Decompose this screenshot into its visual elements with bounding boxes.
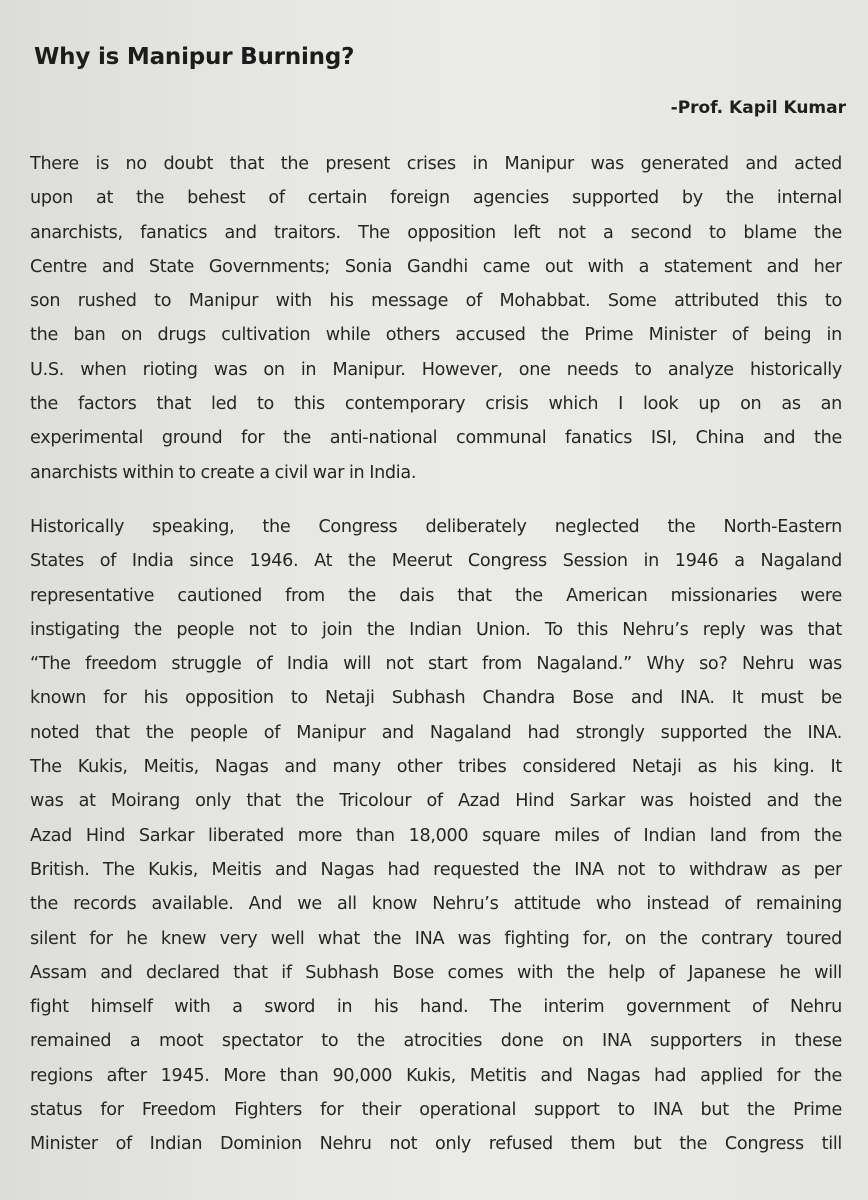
text-line: the factors that led to this contemporary crisis which I look up on as an [30, 394, 842, 415]
author-byline: -Prof. Kapil Kumar [670, 98, 846, 118]
text-line: Azad Hind Sarkar liberated more than 18,000 square miles of Indian land from the [30, 825, 842, 846]
text-line: silent for he knew very well what the INA was fighting for, on the contrary toured [30, 928, 842, 949]
paragraph-1 [30, 147, 842, 490]
text-line: British. The Kukis, Meitis and Nagas had requested the INA not to withdraw as per [30, 859, 842, 880]
text-line: Assam and declared that if Subhash Bose comes with the help of Japanese he will [30, 962, 842, 983]
text-line: Centre and State Governments; Sonia Gandhi came out with a statement and her [30, 256, 842, 277]
text-line: anarchists, fanatics and traitors. The opposition left not a second to blame the [30, 222, 842, 243]
text-line: “The freedom struggle of India will not start from Nagaland.” Why so? Nehru was [30, 654, 842, 675]
text-line: instigating the people not to join the Indian Union. To this Nehru’s reply was that [30, 619, 842, 640]
text-line: son rushed to Manipur with his message of Mohabbat. Some attributed this to [30, 291, 842, 312]
paragraph-2 [30, 510, 842, 1162]
text-line: States of India since 1946. At the Meerut Congress Session in 1946 a Nagaland [30, 551, 842, 572]
text-line: Minister of Indian Dominion Nehru not only refused them but the Congress till [30, 1134, 842, 1155]
text-line: the ban on drugs cultivation while others accused the Prime Minister of being in [30, 325, 842, 346]
text-line: status for Freedom Fighters for their operational support to INA but the Prime [30, 1100, 842, 1121]
text-line: regions after 1945. More than 90,000 Kukis, Metitis and Nagas had applied for the [30, 1065, 842, 1086]
text-line: Historically speaking, the Congress deliberately neglected the North-Eastern [30, 517, 842, 537]
text-line: experimental ground for the anti-national communal fanatics ISI, China and the [30, 428, 842, 449]
text-line: the records available. And we all know Nehru’s attitude who instead of remaining [30, 894, 842, 915]
text-line: U.S. when rioting was on in Manipur. However, one needs to analyze historically [30, 359, 842, 380]
text-line: noted that the people of Manipur and Nagaland had strongly supported the INA. [30, 722, 842, 743]
text-line: representative cautioned from the dais that the American missionaries were [30, 585, 842, 606]
text-line: known for his opposition to Netaji Subhash Chandra Bose and INA. It must be [30, 688, 842, 709]
text-line: anarchists within to create a civil war in India. [30, 462, 417, 483]
document-title: Why is Manipur Burning? [34, 44, 355, 70]
text-line: upon at the behest of certain foreign agencies supported by the internal [30, 188, 842, 209]
text-line: The Kukis, Meitis, Nagas and many other tribes considered Netaji as his king. It [30, 757, 842, 778]
text-line: There is no doubt that the present crises in Manipur was generated and acted [30, 154, 842, 174]
text-line: fight himself with a sword in his hand. The interim government of Nehru [30, 997, 842, 1018]
text-line: was at Moirang only that the Tricolour of Azad Hind Sarkar was hoisted and the [30, 791, 842, 812]
text-line: remained a moot spectator to the atrocities done on INA supporters in these [30, 1031, 842, 1052]
